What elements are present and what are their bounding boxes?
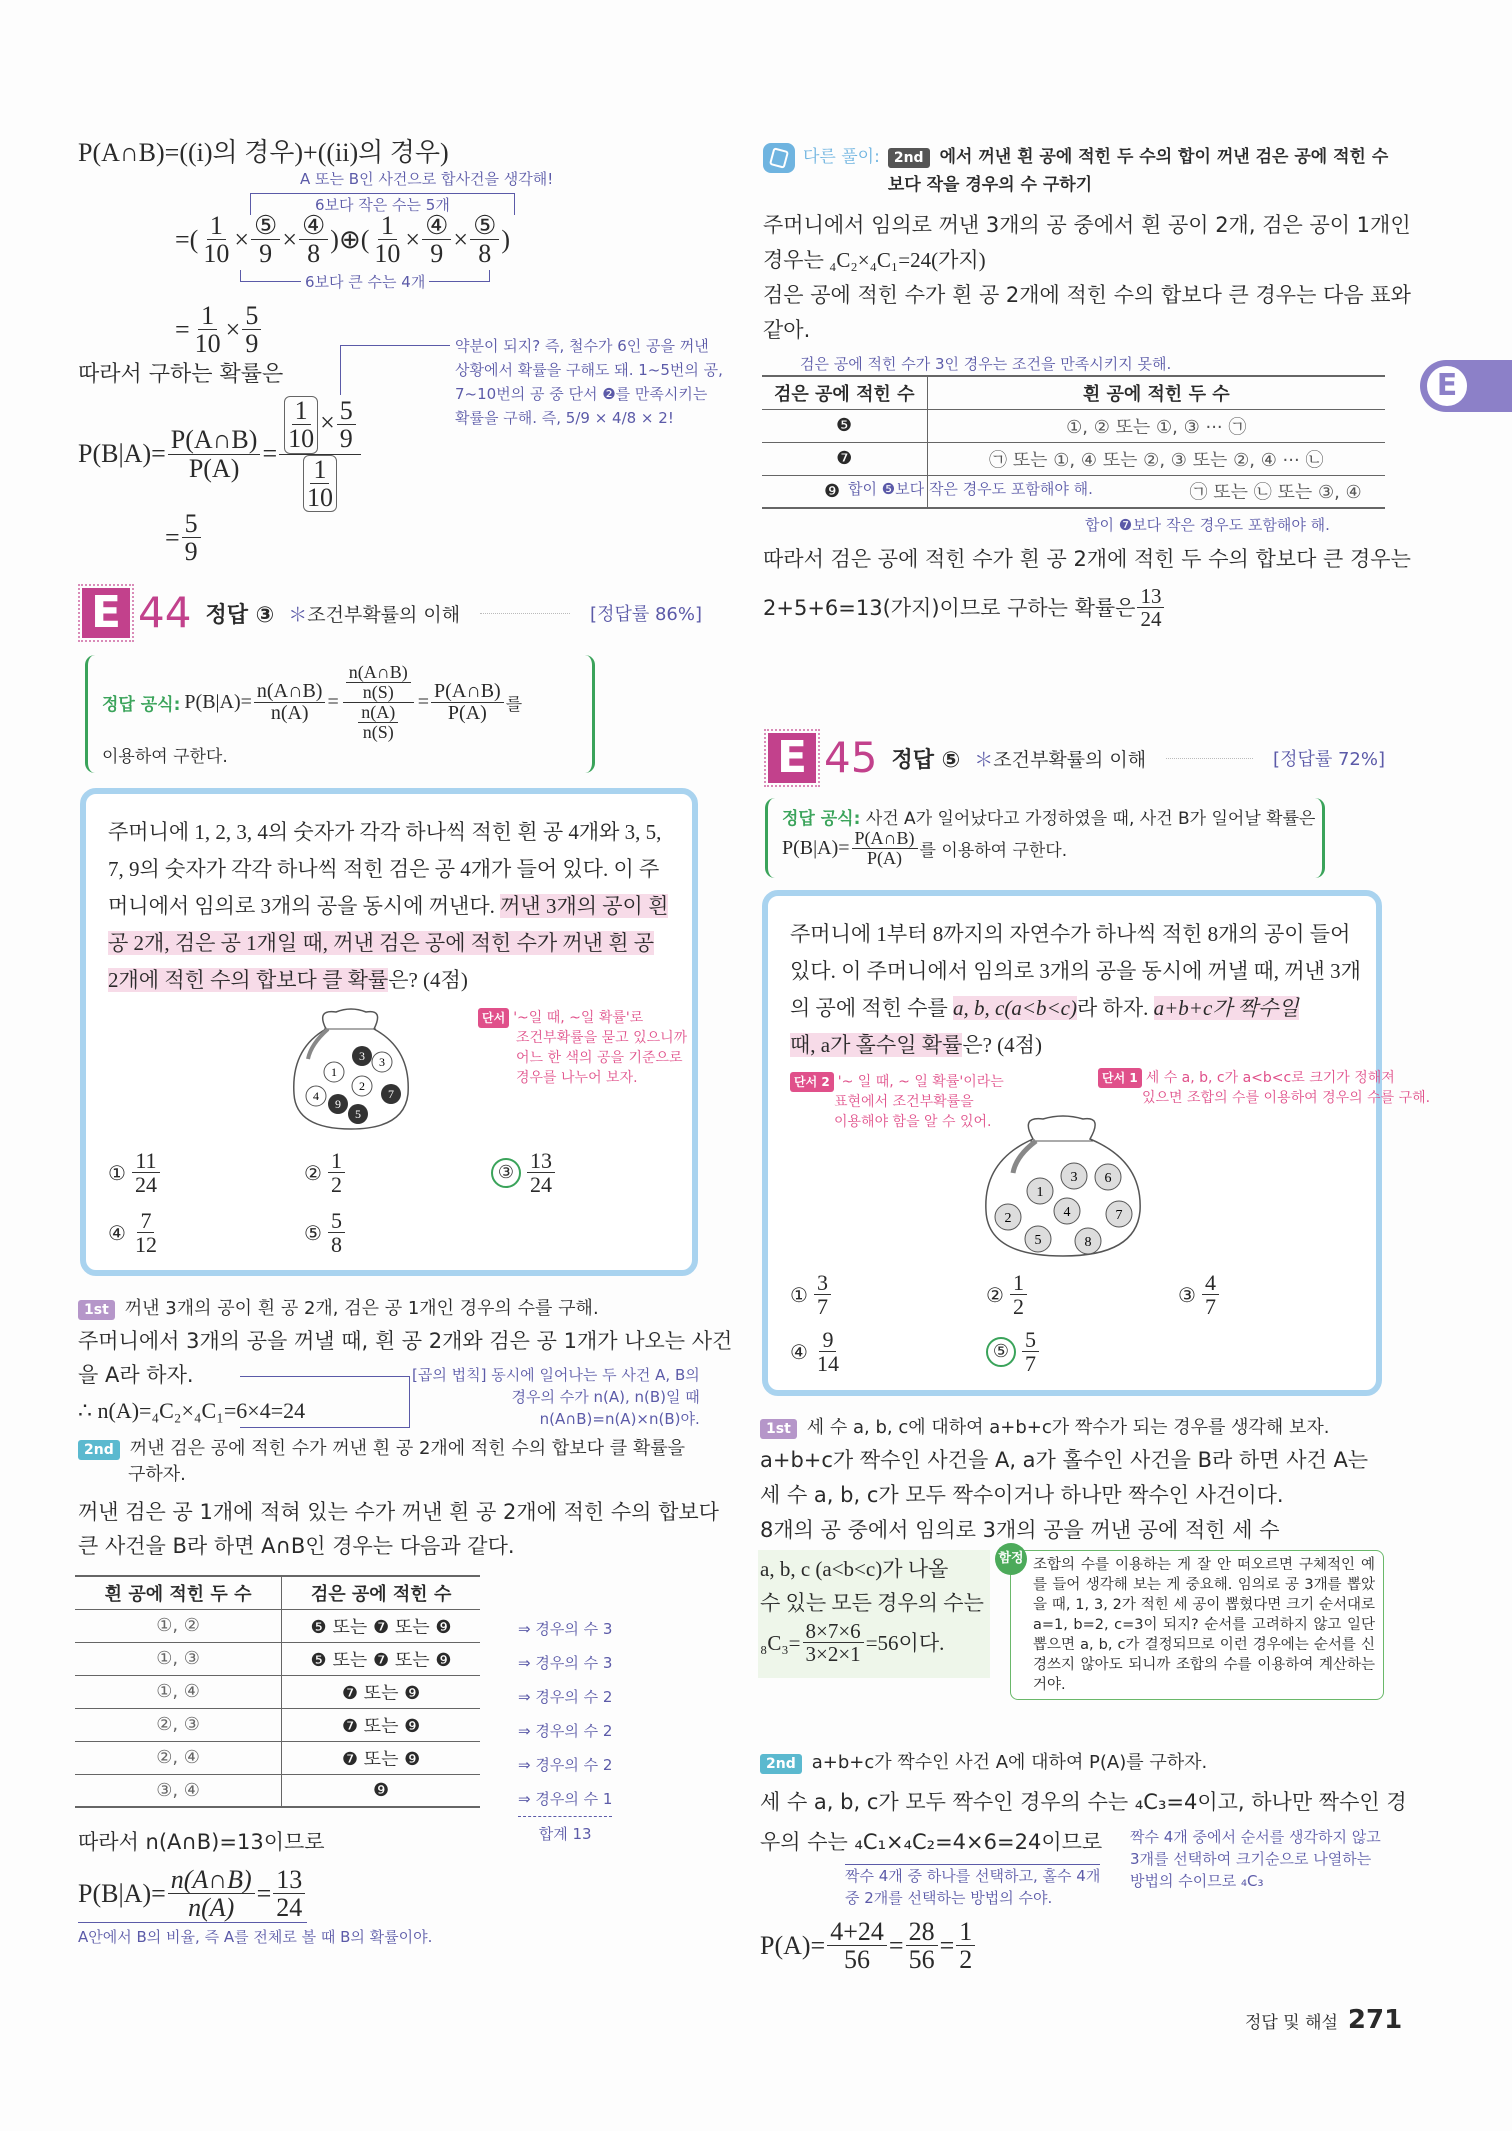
note-arrow-line xyxy=(240,1376,410,1428)
frac: $\frac{\text{⑤}}{9}$ xyxy=(251,212,280,268)
alt-title: 2nd 에서 꺼낸 흰 공에 적힌 두 수의 합이 꺼낸 검은 공에 적힌 수 보다 작을 경우의 수 구하기 xyxy=(887,147,1389,195)
e45-note-1: 짝수 4개 중 하나를 선택하고, 홀수 4개 중 2개를 선택하는 방법의 수야. xyxy=(845,1864,1100,1909)
selected-mark-icon: ③ xyxy=(491,1158,521,1188)
choice-2[interactable]: ② $\frac{1}{2}$ xyxy=(986,1271,1029,1318)
frac: $\frac{\text{④}}{9}$ xyxy=(422,212,451,268)
svg-text:1: 1 xyxy=(331,1065,337,1079)
answer: 정답 ③ xyxy=(205,602,275,628)
times: × xyxy=(453,224,469,254)
formula-end: 이용하여 구한다. xyxy=(102,746,228,767)
table-row: ①, ② ❺ 또는 ❼ 또는 ❾ xyxy=(75,1609,480,1642)
page-number: 271 xyxy=(1347,2005,1403,2035)
correct-rate: [정답률 86%] xyxy=(590,604,702,625)
section-tab-letter: E xyxy=(1423,362,1471,410)
table-row: ②, ③ ❼ 또는 ❾ xyxy=(75,1708,480,1741)
frac: $\frac{n(A\cap B)}{n(A)}$ xyxy=(168,1866,255,1922)
note-less-text: 6보다 작은 수는 5개 xyxy=(311,196,454,214)
note-arrow-line xyxy=(340,345,450,395)
trap-callout xyxy=(998,1550,1384,1700)
page-footer xyxy=(1245,2005,1402,2035)
choice-3[interactable]: ③ $\frac{4}{7}$ xyxy=(1178,1271,1221,1318)
svg-text:5: 5 xyxy=(1034,1233,1042,1248)
note-more-text: 6보다 큰 수는 4개 xyxy=(301,273,429,291)
pab-line: P(A∩B)=((i)의 경우)+((ii)의 경우) xyxy=(78,138,449,167)
alt-solution-header xyxy=(763,143,1388,199)
times: × xyxy=(405,224,421,254)
table-row: ②, ④ ❼ 또는 ❾ xyxy=(75,1741,480,1774)
svg-text:3: 3 xyxy=(379,1055,385,1069)
hint: 단서 '~일 때, ~일 확률'로 조건부확률을 묻고 있으니까 어느 한 색의 공을 기준으로 경우를 나누어 보자. xyxy=(478,1008,687,1088)
problem-text: 주머니에 1, 2, 3, 4의 숫자가 각각 하나씩 적힌 흰 공 4개와 3, 5, 7, 9의 숫자가 각각 하나씩 적힌 검은 공 4개가 들어 있다. 이 주 머니에서 임의로 3개의 공을 동시에 꺼낸다. 꺼낸 3개의 공이 흰 공 2개, 검은 공 1개일 때, 꺼낸 검은 공에 적힌 수가 꺼낸 흰 공 2개에 적힌 수의 합보다 클 확률은? (4점) xyxy=(108,820,669,992)
pba-formula: P(B|A)= $\frac{P(A\cap B)}{P(A)}$ = $\frac{1}{10}$ × $\frac{5}{9}$ $\frac{1}{10}$ xyxy=(78,396,363,512)
e44-case-table: 흰 공에 적힌 두 수 검은 공에 적힌 수 ①, ② ❺ 또는 ❼ 또는 ❾ ①, ③ ❺ 또는 ❼ 또는 ❾ ①, ④ ❼ 또는 ❾ ②, ③ ❼ 또는 ❾ ②, ④ ❼ 또는 ❾ ③, ④ ❾ xyxy=(75,1575,480,1808)
choice-4[interactable]: ④ $\frac{9}{14}$ xyxy=(790,1327,839,1377)
divider xyxy=(480,613,570,614)
times: × xyxy=(282,224,297,254)
svg-text:3: 3 xyxy=(359,1049,365,1063)
svg-text:7: 7 xyxy=(1115,1208,1123,1223)
table-row: ❺ ①, ② 또는 ①, ③ ··· ㉠ xyxy=(762,409,1385,442)
alt-row-note-left: 합이 ❺보다 작은 경우도 포함해야 해. xyxy=(848,480,1093,498)
table-row: ①, ③ ❺ 또는 ❼ 또는 ❾ xyxy=(75,1642,480,1675)
topic: ＊조건부확률의 이해 xyxy=(974,748,1147,771)
table-row: ③, ④ ❾ xyxy=(75,1774,480,1807)
choice-5-selected[interactable]: ⑤ $\frac{5}{7}$ xyxy=(986,1328,1041,1375)
e44-problem-box xyxy=(80,788,698,1276)
result-line: = $\frac{5}{9}$ xyxy=(165,510,203,566)
svg-text:7: 7 xyxy=(388,1087,394,1101)
problem-number: 45 xyxy=(824,733,878,782)
correct-rate: [정답률 72%] xyxy=(1273,749,1385,770)
frac: $\frac{1}{10}$ xyxy=(194,301,221,359)
frac: $\frac{\frac{n(A\cap B)}{n(S)}}{\frac{n(A)}{n(S)}}$ xyxy=(341,663,416,742)
bag-illustration xyxy=(286,1004,416,1134)
svg-text:2: 2 xyxy=(359,1079,365,1093)
expr-plus: )⊕( xyxy=(330,224,370,254)
e45-pa: P(A)= $\frac{4+24}{56}$ = $\frac{28}{56}$ = $\frac{1}{2}$ xyxy=(760,1918,977,1974)
formula-label: 정답 공식: xyxy=(102,694,181,715)
alt-label: 다른 풀이: xyxy=(803,147,880,167)
svg-text:4: 4 xyxy=(313,1089,319,1103)
therefore-text: 따라서 구하는 확률은 xyxy=(78,362,284,387)
svg-text:6: 6 xyxy=(1104,1171,1112,1186)
expr-open: =( xyxy=(175,224,199,254)
trap-text: 조합의 수를 이용하는 게 잘 안 떠오르면 구체적인 예를 들어 생각해 보는 게 중요해. 임의로 공 3개를 뽑았을 때, 1, 3, 2가 적힌 세 공이 뽑혔다면 크기 순서대로 a=1, b=2, c=3이 되지? 순서를 고려하지 않고 일단 뽑으면 a, b, c가 결정되므로 이런 경우에는 순서를 신경쓰지 않아도 되니까 조합의 수를 이용하여 계산하는 거야. xyxy=(1033,1557,1375,1693)
frac: $\frac{5}{9}$ xyxy=(182,510,201,566)
svg-text:8: 8 xyxy=(1084,1235,1092,1250)
e45-step1-title: 1st 세 수 a, b, c에 대하여 a+b+c가 짝수가 되는 경우를 생각해 보자. xyxy=(760,1413,1330,1439)
divider xyxy=(1166,758,1253,759)
table-row: ❾ ㉠ 또는 ㉡ 또는 ③, ④ xyxy=(762,475,1385,508)
side-note: 약분이 되지? 즉, 철수가 6인 공을 꺼낸 상황에서 확률을 구해도 돼. 1~5번의 공, 7~10번의 공 중 단서 ❷를 만족시키는 확률을 구해. 즉, 5/9 × 4/8 × 2! xyxy=(455,337,723,427)
e44-step2-text: 꺼낸 검은 공 1개에 적혀 있는 수가 꺼낸 흰 공 2개에 적힌 수의 합보다 큰 사건을 B라 하면 A∩B인 경우는 다음과 같다. xyxy=(78,1500,719,1558)
product-rule-note: [곱의 법칙] 동시에 일어나는 두 사건 A, B의 경우의 수가 n(A), n(B)일 때 n(A∩B)=n(A)×n(B)야. xyxy=(412,1366,700,1428)
svg-text:1: 1 xyxy=(1036,1185,1044,1200)
alt-text: 주머니에서 임의로 꺼낸 3개의 공 중에서 흰 공이 2개, 검은 공이 1개인 경우는 ₄C₂×₄C₁=24(가지) 검은 공에 적힌 수가 흰 공 2개에 적힌 수의 합보다 큰 경우는 다음 표와 같아. xyxy=(763,213,1411,342)
e44-final-note: A안에서 B의 비율, 즉 A를 전체로 볼 때 B의 확률이야. xyxy=(78,1928,433,1946)
frac: $\frac{13}{24}$ xyxy=(1137,585,1164,630)
alt-table-note: 검은 공에 적힌 수가 3인 경우는 조건을 만족시키지 못해. xyxy=(800,355,1172,373)
e44-step1-text: 주머니에서 3개의 공을 꺼낼 때, 흰 공 2개와 검은 공 1개가 나오는 사건 을 A라 하자. xyxy=(78,1329,733,1387)
svg-text:4: 4 xyxy=(1063,1205,1071,1220)
svg-text:5: 5 xyxy=(355,1107,361,1121)
e45-count-block: a, b, c (a<b<c)가 나올 수 있는 모든 경우의 수는 ₈C₃= $\frac{8\times 7\times 6}{3\times 2\times 1}$ =56이다. xyxy=(758,1550,990,1678)
expr-line xyxy=(175,212,510,268)
e44-na-calc: ∴ n(A)=₄C₂×₄C₁=6×4=24 xyxy=(78,1398,306,1423)
alt-solution-icon xyxy=(763,143,795,173)
hint-1: 단서 1 세 수 a, b, c가 a<b<c로 크기가 정해져 있으면 조합의 수를 이용하여 경우의 수를 구해. xyxy=(1098,1068,1430,1108)
trap-badge-icon: 함정 xyxy=(995,1543,1027,1575)
e45-step1-text: a+b+c가 짝수인 사건을 A, a가 홀수인 사건을 B라 하면 사건 A는 세 수 a, b, c가 모두 짝수이거나 하나만 짝수인 사건이다. 8개의 공 중에서 임의로 3개의 공을 꺼낸 공에 적힌 세 수 xyxy=(760,1448,1369,1542)
frac: $\frac{P(A\cap B)}{P(A)}$ xyxy=(168,426,261,482)
table-row: ①, ④ ❼ 또는 ❾ xyxy=(75,1675,480,1708)
e44-formula-box: 정답 공식: P(B|A)= $\frac{n(A\cap B)}{n(A)}$ = $\frac{\frac{n(A\cap B)}{n(S)}}{\frac{n(A)}{n(S)}}$ = $\frac{P(A\cap B)}{P(A)}$ 를 이용하여 구한다. xyxy=(85,655,595,773)
topic: ＊조건부확률의 이해 xyxy=(288,603,461,626)
answer: 정답 ⑤ xyxy=(891,747,961,773)
e44-step2-title: 2nd 꺼낸 검은 공에 적힌 수가 꺼낸 흰 공 2개에 적힌 수의 합보다 클 확률을 구하자. xyxy=(78,1436,685,1488)
note-more xyxy=(240,270,490,291)
e44-final: P(B|A)= $\frac{n(A\cap B)}{n(A)}$ = $\frac{13}{24}$ xyxy=(78,1866,307,1923)
frac: $\frac{13}{24}$ xyxy=(273,1866,305,1922)
choice-4[interactable]: ④ $\frac{7}{12}$ xyxy=(108,1208,157,1258)
svg-text:3: 3 xyxy=(1070,1170,1078,1185)
e44-step1-title: 1st 꺼낸 3개의 공이 흰 공 2개, 검은 공 1개인 경우의 수를 구해. xyxy=(78,1294,599,1320)
expr2-line: = $\frac{1}{10}$ × $\frac{5}{9}$ xyxy=(175,302,263,358)
choice-3-selected[interactable]: ③ $\frac{13}{24}$ xyxy=(491,1149,557,1196)
frac: $\frac{1}{10}$ xyxy=(203,211,230,269)
alt-final: 2+5+6=13(가지)이므로 구하는 확률은 $\frac{13}{24}$ xyxy=(763,585,1166,630)
expr-close: ) xyxy=(501,224,511,254)
choice-1[interactable]: ① $\frac{11}{24}$ xyxy=(108,1149,162,1196)
e45-note-2: 짝수 4개 중에서 순서를 생각하지 않고 3개를 선택하여 크기순으로 나열하는 방법의 수이므로 ₄C₃ xyxy=(1130,1828,1381,1890)
e45-step2-text: 세 수 a, b, c가 모두 짝수인 경우의 수는 ₄C₃=4이고, 하나만 짝수인 경 우의 수는 ₄C₁×₄C₂=4×6=24이므로 xyxy=(760,1790,1407,1854)
choice-1[interactable]: ① $\frac{3}{7}$ xyxy=(790,1271,833,1318)
alt-conclusion: 따라서 검은 공에 적힌 수가 흰 공 2개에 적힌 두 수의 합보다 큰 경우는 xyxy=(763,547,1411,571)
frac: $\frac{\text{④}}{8}$ xyxy=(299,212,328,268)
hint-2: 단서 2 '~ 일 때, ~ 일 확률'이라는 표현에서 조건부확률을 이용해야 함을 알 수 있어. xyxy=(790,1072,1004,1132)
frac: $\frac{n(A\cap B)}{n(A)}$ xyxy=(254,681,326,724)
e45-step2-title: 2nd a+b+c가 짝수인 사건 A에 대하여 P(A)를 구하자. xyxy=(760,1748,1207,1774)
frac: $\frac{5}{9}$ xyxy=(242,302,261,358)
e45-formula-box: 정답 공식: 사건 A가 일어났다고 가정하였을 때, 사건 B가 일어날 확률은 P(B|A)= $\frac{P(A\cap B)}{P(A)}$ 를 이용하여 구한다. xyxy=(765,798,1325,878)
frac: $\frac{P(A\cap B)}{P(A)}$ xyxy=(431,681,504,724)
table-row: ❼ ㉠ 또는 ①, ④ 또는 ②, ③ 또는 ②, ④ ··· ㉡ xyxy=(762,442,1385,475)
problem-badge: E xyxy=(82,588,130,638)
footer-label: 정답 및 해설 xyxy=(1245,2013,1338,2033)
problem-badge: E xyxy=(768,733,816,783)
selected-mark-icon: ⑤ xyxy=(986,1337,1016,1367)
e45-header xyxy=(768,733,1385,783)
problem-text: 주머니에 1부터 8까지의 자연수가 하나씩 적힌 8개의 공이 들어 있다. 이 주머니에서 임의로 3개의 공을 동시에 꺼낼 때, 꺼낸 3개 의 공에 적힌 수를 a, b, c(a<b<c)라 하자. a+b+c가 짝수일 때, a가 홀수일 확률은? (4점) xyxy=(790,922,1361,1057)
times: × xyxy=(234,224,249,254)
alt-row-note-bottom: 합이 ❼보다 작은 경우도 포함해야 해. xyxy=(1085,516,1330,534)
section-tab xyxy=(1420,360,1512,412)
frac: $\frac{1}{10}$ xyxy=(374,211,401,269)
case-counts: ⇒ 경우의 수 3 ⇒ 경우의 수 3 ⇒ 경우의 수 2 ⇒ 경우의 수 2 ⇒ 경우의 수 2 ⇒ 경우의 수 1 합계 13 xyxy=(518,1620,613,1843)
svg-text:2: 2 xyxy=(1004,1211,1012,1226)
alt-case-table: 검은 공에 적힌 수 흰 공에 적힌 두 수 ❺ ①, ② 또는 ①, ③ ··· ㉠ ❼ ㉠ 또는 ①, ④ 또는 ②, ③ 또는 ②, ④ ··· ㉡ ❾ ㉠ 또는 ㉡ 또는 ③, ④ xyxy=(762,375,1385,509)
problem-number: 44 xyxy=(138,588,192,637)
e44-conclusion: 따라서 n(A∩B)=13이므로 xyxy=(78,1830,325,1854)
choice-2[interactable]: ② $\frac{1}{2}$ xyxy=(304,1149,347,1196)
frac: $\frac{1}{10}$ × $\frac{5}{9}$ $\frac{1}{10}$ xyxy=(279,396,361,512)
bag-illustration xyxy=(978,1111,1148,1261)
choice-5[interactable]: ⑤ $\frac{5}{8}$ xyxy=(304,1209,347,1256)
e44-header xyxy=(82,588,702,638)
note-union: A 또는 B인 사건으로 합사건을 생각해! xyxy=(300,170,554,188)
e45-problem-box xyxy=(762,890,1431,1396)
svg-text:9: 9 xyxy=(335,1097,341,1111)
frac: $\frac{\text{⑤}}{8}$ xyxy=(470,212,499,268)
